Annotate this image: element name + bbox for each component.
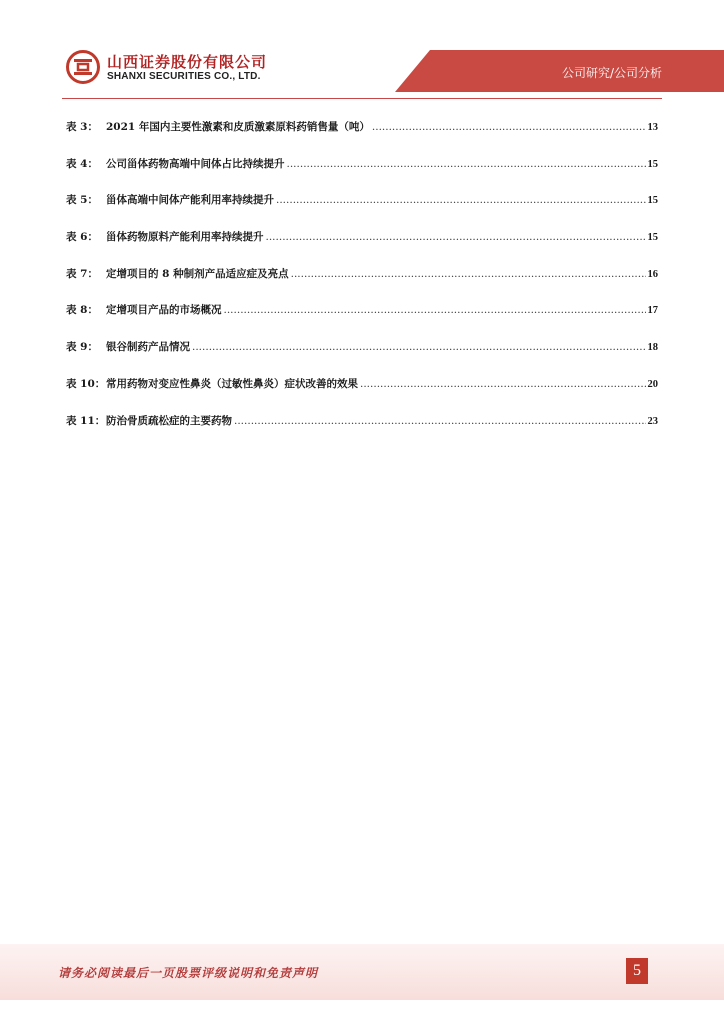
toc-entry-title: 定增项目的 8 种制剂产品适应症及亮点 bbox=[106, 267, 289, 280]
toc-leader-dots bbox=[266, 231, 646, 243]
report-category: 公司研究/公司分析 bbox=[561, 66, 662, 80]
toc-entry[interactable] bbox=[66, 266, 658, 303]
page-footer bbox=[0, 944, 724, 1004]
toc-entry[interactable] bbox=[66, 192, 658, 229]
toc-entry-page: 15 bbox=[647, 232, 658, 244]
toc-entry-label: 表 9： bbox=[66, 341, 98, 354]
toc-entry-label: 表 11： bbox=[66, 414, 106, 427]
toc-entry-title: 常用药物对变应性鼻炎（过敏性鼻炎）症状改善的效果 bbox=[106, 377, 358, 390]
toc-entry-title: 甾体高端中间体产能利用率持续提升 bbox=[106, 194, 274, 207]
toc-entry[interactable] bbox=[66, 229, 658, 266]
toc-entry-title: 防治骨质疏松症的主要药物 bbox=[106, 414, 232, 427]
toc-leader-dots bbox=[192, 341, 646, 353]
toc-entry-page: 15 bbox=[647, 158, 658, 170]
toc-entry-page: 16 bbox=[647, 268, 658, 280]
toc-entry-page: 18 bbox=[647, 342, 658, 354]
toc-leader-dots bbox=[276, 194, 646, 206]
toc-entry[interactable] bbox=[66, 302, 658, 339]
toc-entry-page: 23 bbox=[647, 415, 658, 427]
toc-entry-label: 表 7： bbox=[66, 267, 98, 280]
toc-entry-title: 银谷制药产品情况 bbox=[106, 341, 190, 354]
toc-entry-label: 表 6： bbox=[66, 231, 98, 244]
toc-entry-page: 17 bbox=[647, 305, 658, 317]
toc-entry-title: 定增项目产品的市场概况 bbox=[106, 304, 222, 317]
toc-leader-dots bbox=[224, 304, 646, 316]
toc-entry-label: 表 8： bbox=[66, 304, 98, 317]
toc-entry-title: 2021 年国内主要性激素和皮质激素原料药销售量（吨） bbox=[106, 121, 370, 133]
toc-leader-dots bbox=[291, 268, 646, 280]
toc-entry-label: 表 3： bbox=[66, 121, 98, 133]
toc-entry-label: 表 4： bbox=[66, 157, 98, 170]
toc-leader-dots bbox=[360, 378, 646, 390]
page-header bbox=[0, 0, 724, 100]
toc-leader-dots bbox=[372, 121, 646, 133]
toc-entry-label: 表 10： bbox=[66, 377, 106, 390]
toc-entry-page: 15 bbox=[647, 195, 658, 207]
toc-leader-dots bbox=[287, 158, 646, 170]
toc-entry[interactable] bbox=[66, 413, 658, 450]
table-of-tables bbox=[66, 119, 658, 449]
toc-leader-dots bbox=[234, 415, 646, 427]
disclaimer-link[interactable]: 请务必阅读最后一页股票评级说明和免责声明 bbox=[58, 966, 319, 980]
page-number: 5 bbox=[626, 958, 648, 984]
toc-entry-page: 13 bbox=[647, 122, 658, 133]
toc-entry-label: 表 5： bbox=[66, 194, 98, 207]
toc-entry-page: 20 bbox=[647, 378, 658, 390]
header-divider bbox=[62, 98, 662, 99]
toc-entry[interactable] bbox=[66, 376, 658, 413]
company-name-cn: 山西证券股份有限公司 bbox=[107, 53, 268, 71]
toc-entry[interactable] bbox=[66, 119, 658, 156]
company-name-en: SHANXI SECURITIES CO., LTD. bbox=[107, 71, 261, 82]
toc-entry[interactable] bbox=[66, 156, 658, 193]
toc-entry-title: 甾体药物原料产能利用率持续提升 bbox=[106, 231, 264, 244]
toc-entry[interactable] bbox=[66, 339, 658, 376]
toc-entry-title: 公司甾体药物高端中间体占比持续提升 bbox=[106, 157, 285, 170]
